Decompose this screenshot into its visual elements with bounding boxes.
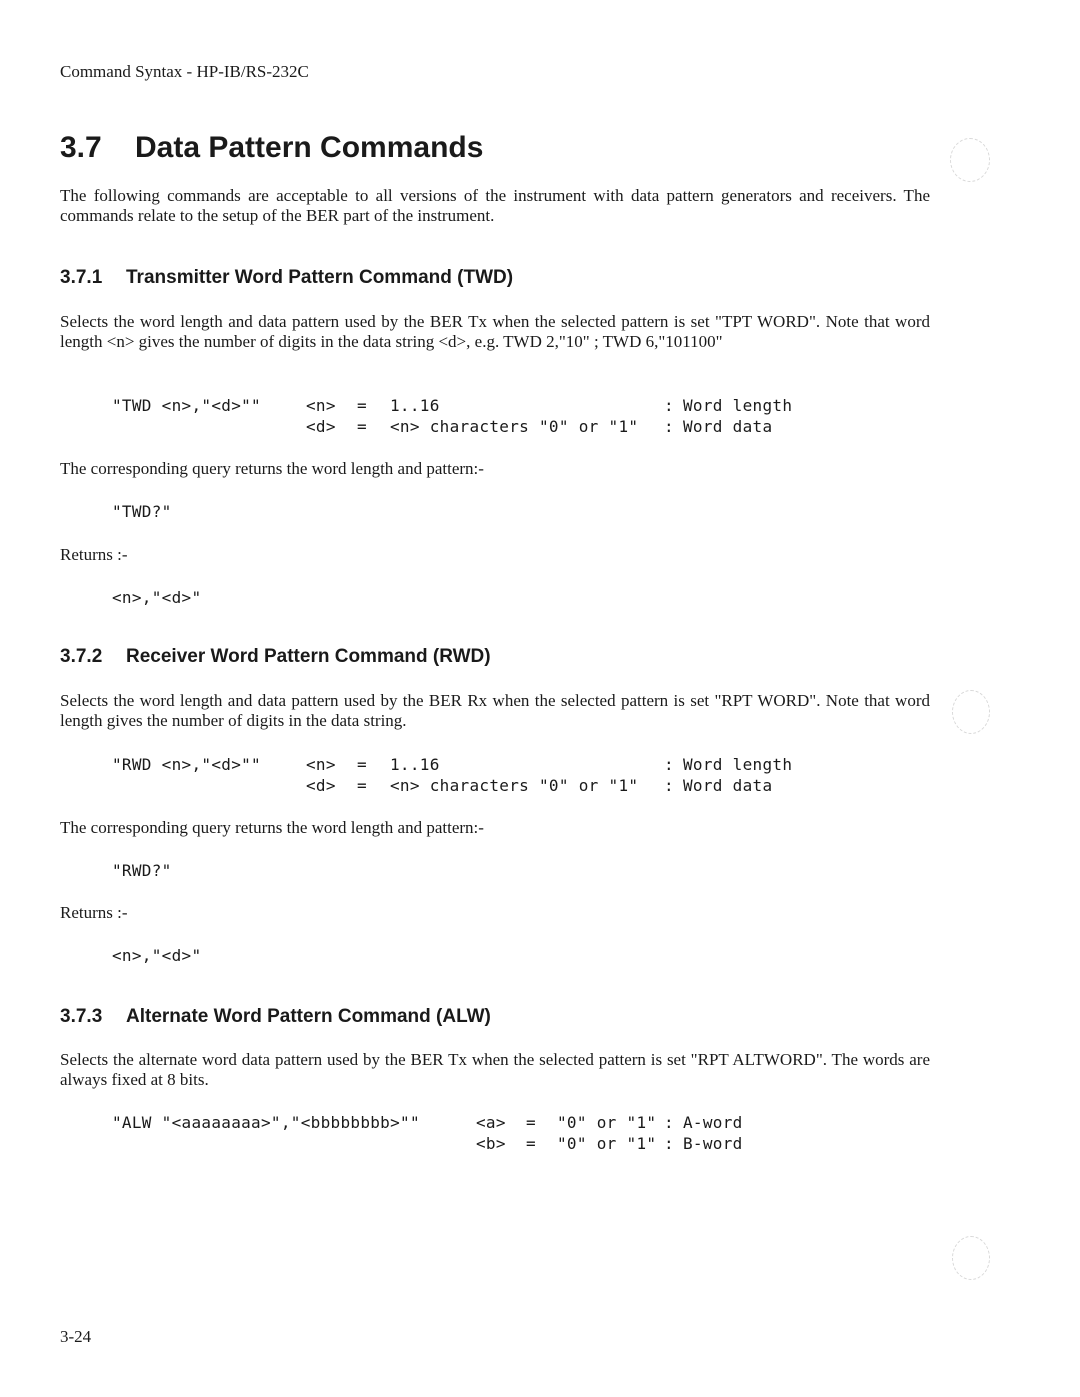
alw-param-eq: = — [526, 1113, 536, 1132]
alw-param-colon: : — [664, 1134, 674, 1153]
rwd-param-eq: = — [357, 755, 367, 774]
twd-param-colon: : — [664, 417, 674, 436]
rwd-param-desc: Word data — [683, 776, 773, 795]
alw-param-colon: : — [664, 1113, 674, 1132]
twd-param-desc: Word length — [683, 396, 793, 415]
punch-hole-mark — [952, 690, 990, 734]
twd-param-colon: : — [664, 396, 674, 415]
alw-title: Alternate Word Pattern Command (ALW) — [126, 1006, 491, 1027]
twd-param-eq: = — [357, 417, 367, 436]
twd-heading — [60, 267, 513, 289]
rwd-returns-label: Returns :- — [60, 903, 128, 922]
running-header: Command Syntax - HP-IB/RS-232C — [60, 62, 309, 81]
alw-param-value: "0" or "1" — [557, 1113, 657, 1132]
alw-heading — [60, 1006, 491, 1028]
alw-description: Selects the alternate word data pattern used by the BER Tx when the selected pattern is set "RPT ALTWORD". The words are always fixed at 8 bits. — [60, 1050, 930, 1089]
rwd-param-value: <n> characters "0" or "1" — [390, 776, 639, 795]
twd-returns-label: Returns :- — [60, 545, 128, 564]
rwd-returns: <n>,"<d>" — [112, 946, 202, 965]
rwd-title: Receiver Word Pattern Command (RWD) — [126, 646, 491, 667]
alw-param-value: "0" or "1" — [557, 1134, 657, 1153]
rwd-param-colon: : — [664, 776, 674, 795]
punch-hole-mark — [952, 1236, 990, 1280]
rwd-param-value: 1..16 — [390, 755, 440, 774]
alw-param-desc: A-word — [683, 1113, 743, 1132]
alw-param-eq: = — [526, 1134, 536, 1153]
twd-param-desc: Word data — [683, 417, 773, 436]
section-number: 3.7 — [60, 131, 102, 164]
twd-query-text: The corresponding query returns the word length and pattern:- — [60, 459, 484, 478]
twd-returns: <n>,"<d>" — [112, 588, 202, 607]
page-number: 3-24 — [60, 1327, 92, 1346]
twd-description: Selects the word length and data pattern used by the BER Tx when the selected pattern is set "TPT WORD". Note that word length <n> gives the number of digits in the data string <d>, e.g. TWD 2,"10" ; TWD 6,"101100" — [60, 312, 930, 351]
twd-param-eq: = — [357, 396, 367, 415]
rwd-param-eq: = — [357, 776, 367, 795]
alw-param-name: <b> — [476, 1134, 506, 1153]
alw-syntax: "ALW "<aaaaaaaa>","<bbbbbbbb>"" — [112, 1113, 420, 1132]
rwd-param-desc: Word length — [683, 755, 793, 774]
rwd-query-text: The corresponding query returns the word length and pattern:- — [60, 818, 484, 837]
twd-number: 3.7.1 — [60, 267, 103, 288]
twd-title: Transmitter Word Pattern Command (TWD) — [126, 267, 514, 288]
twd-param-value: 1..16 — [390, 396, 440, 415]
punch-hole-mark — [950, 138, 990, 182]
section-title: Data Pattern Commands — [135, 131, 484, 164]
alw-param-name: <a> — [476, 1113, 506, 1132]
section-intro: The following commands are acceptable to all versions of the instrument with data pattern generators and receivers. The commands relate to the setup of the BER part of the instrument. — [60, 186, 930, 225]
alw-number: 3.7.3 — [60, 1006, 103, 1027]
rwd-heading — [60, 646, 491, 668]
rwd-number: 3.7.2 — [60, 646, 103, 667]
twd-param-name: <d> — [306, 417, 336, 436]
twd-query: "TWD?" — [112, 502, 172, 521]
section-heading — [60, 131, 483, 165]
rwd-param-name: <n> — [306, 755, 336, 774]
twd-syntax: "TWD <n>,"<d>"" — [112, 396, 261, 415]
rwd-syntax: "RWD <n>,"<d>"" — [112, 755, 261, 774]
twd-param-value: <n> characters "0" or "1" — [390, 417, 639, 436]
twd-param-name: <n> — [306, 396, 336, 415]
rwd-param-name: <d> — [306, 776, 336, 795]
rwd-query: "RWD?" — [112, 861, 172, 880]
alw-param-desc: B-word — [683, 1134, 743, 1153]
rwd-description: Selects the word length and data pattern used by the BER Rx when the selected pattern is set "RPT WORD". Note that word length gives the number of digits in the data string. — [60, 691, 930, 730]
rwd-param-colon: : — [664, 755, 674, 774]
